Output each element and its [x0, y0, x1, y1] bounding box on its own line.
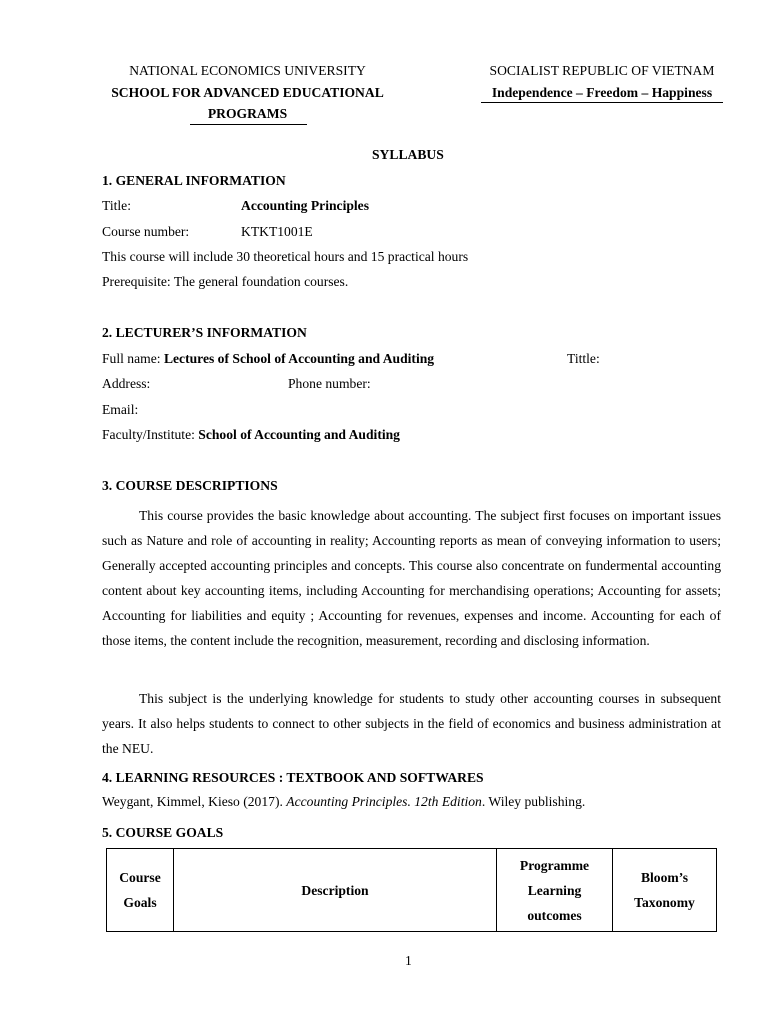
faculty-label: Faculty/Institute: — [102, 427, 199, 442]
lecturer-title-label: Tittle: — [567, 351, 600, 366]
col-blooms-taxonomy: Bloom’s Taxonomy — [613, 849, 717, 932]
section-1-heading: 1. GENERAL INFORMATION — [102, 173, 286, 188]
course-number-label: Course number: — [102, 224, 190, 239]
col-programme-outcomes: Programme Learning outcomes — [497, 849, 613, 932]
lecturer-faculty — [102, 427, 400, 443]
col-description: Description — [174, 849, 497, 932]
course-title-label: Title: — [102, 198, 131, 213]
course-number-value: KTKT1001E — [241, 224, 313, 239]
fullname-value: Lectures of School of Accounting and Auditing — [163, 351, 435, 366]
course-title-value: Accounting Principles — [241, 198, 370, 213]
fullname-label: Full name: — [102, 351, 164, 366]
lecturer-fullname — [102, 351, 434, 367]
course-description-paragraph-1: This course provides the basic knowledge about accounting. The subject first focuses on important issues such as Nature and role of accounting in reality; Accounting reports as mean of conveying information to users; Generally accepted accounting principles and concepts. This course also concentrate on fundermental accounting content about key accounting items, including Accounting for merchandising operations; Accounting for assets; Accounting for liabilities and equity ; Accounting for revenues, expenses and income. Accounting for each of those items, the content include the recognition, measurement, recording and disclosing information. — [102, 508, 721, 648]
course-description-paragraph-2: This subject is the underlying knowledge for students to study other accounting courses in subsequent years. It also helps students to connect to other subjects in the field of economics and business administration at the NEU. — [102, 691, 721, 756]
country-name: SOCIALIST REPUBLIC OF VIETNAM — [489, 63, 715, 78]
lecturer-phone-label: Phone number: — [288, 376, 371, 391]
lecturer-email-label: Email: — [102, 402, 139, 417]
country-motto: Independence – Freedom – Happiness — [491, 85, 713, 100]
ref-publisher: . Wiley publishing. — [481, 794, 586, 809]
school-name-cont: PROGRAMS — [207, 106, 288, 121]
left-header-underline — [190, 124, 307, 125]
page-number: 1 — [405, 953, 412, 968]
university-name: NATIONAL ECONOMICS UNIVERSITY — [129, 63, 366, 78]
document-title: SYLLABUS — [372, 147, 444, 162]
faculty-value: School of Accounting and Auditing — [198, 427, 400, 442]
course-hours: This course will include 30 theoretical hours and 15 practical hours — [102, 249, 469, 264]
table-header-row — [107, 849, 717, 932]
col-course-goals: Course Goals — [107, 849, 174, 932]
lecturer-address-label: Address: — [102, 376, 151, 391]
ref-authors: Weygant, Kimmel, Kieso (2017). — [102, 794, 287, 809]
section-3-heading: 3. COURSE DESCRIPTIONS — [102, 478, 278, 493]
right-header-underline — [481, 102, 723, 103]
section-5-heading: 5. COURSE GOALS — [102, 825, 224, 840]
course-goals-table — [106, 848, 717, 932]
section-2-heading: 2. LECTURER’S INFORMATION — [102, 325, 307, 340]
course-prerequisite: Prerequisite: The general foundation courses. — [102, 274, 349, 289]
textbook-reference — [102, 794, 585, 810]
section-4-heading: 4. LEARNING RESOURCES : TEXTBOOK AND SOFTWARES — [102, 770, 484, 785]
school-name: SCHOOL FOR ADVANCED EDUCATIONAL — [111, 85, 384, 100]
ref-title: Accounting Principles. 12th Edition — [286, 794, 482, 809]
